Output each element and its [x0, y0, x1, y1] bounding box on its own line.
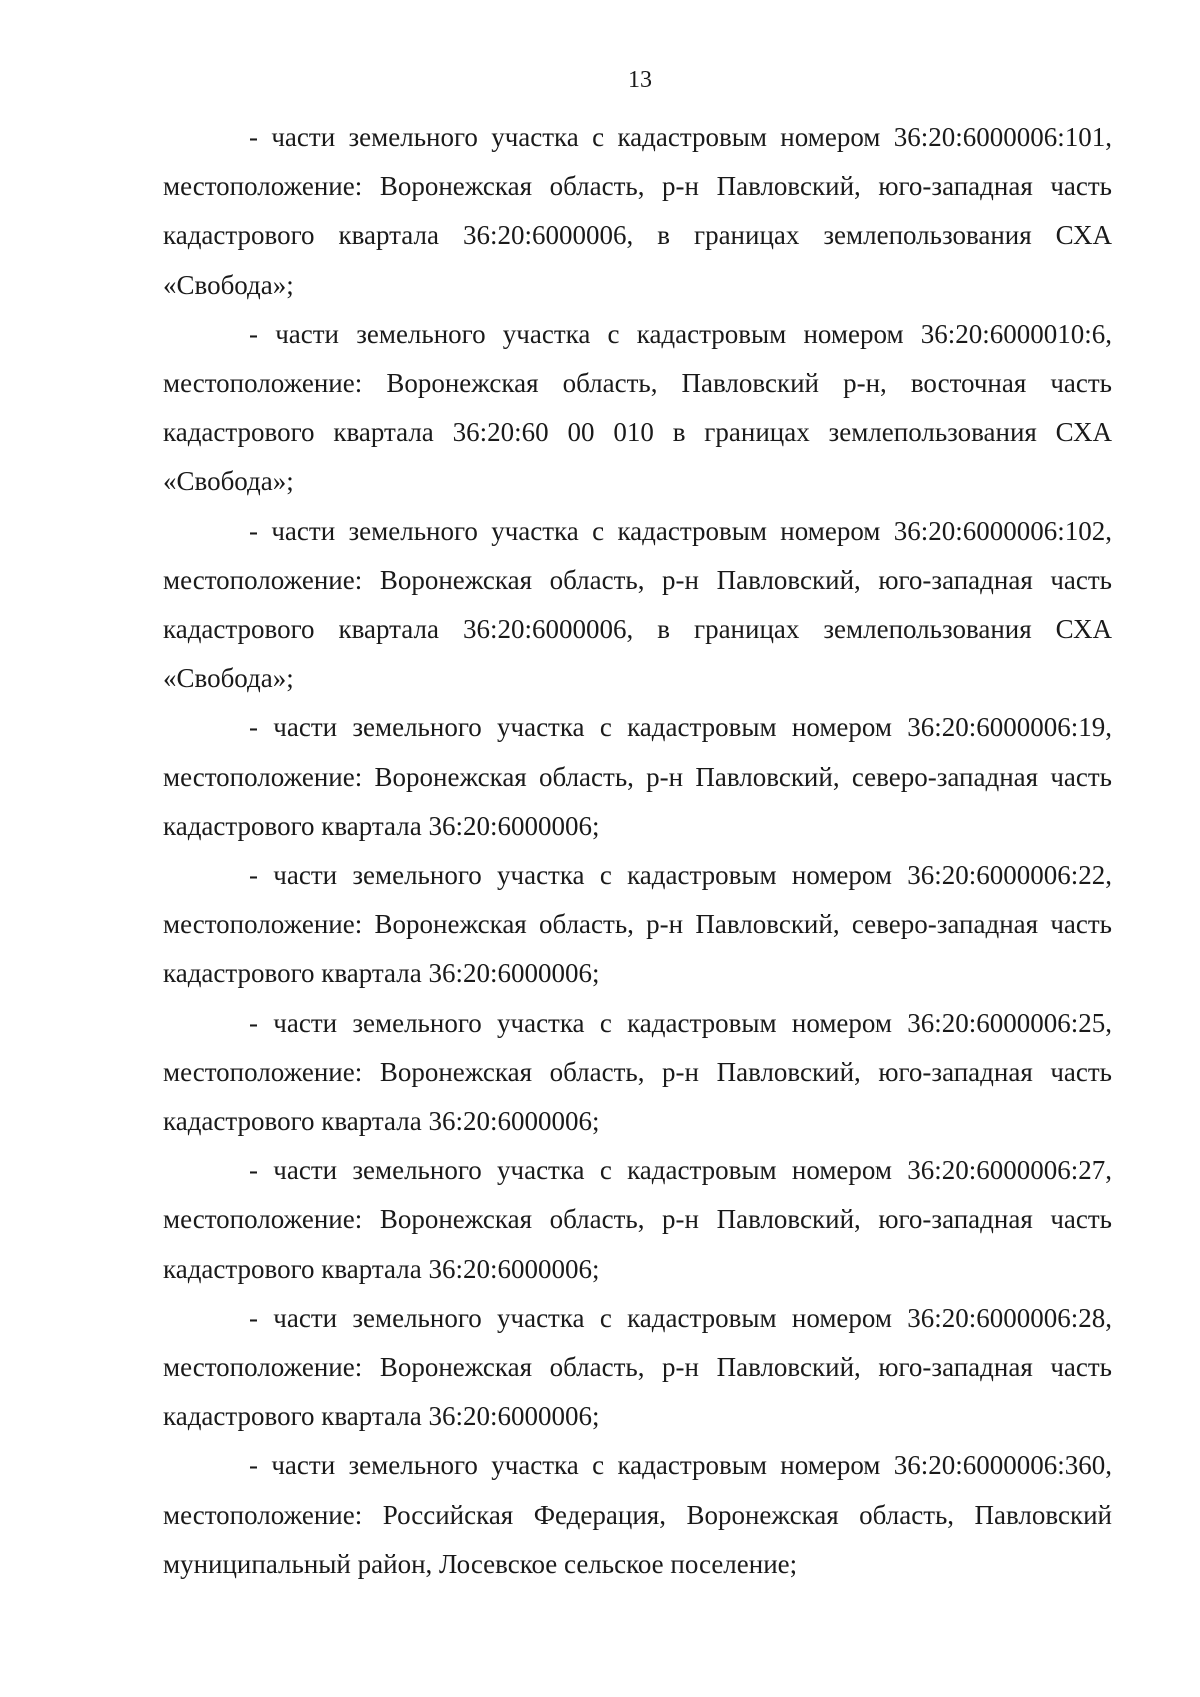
page-number: 13: [628, 67, 652, 93]
land-plot-item: - части земельного участка с кадастровым номером 36:20:6000006:28, местоположение: Воронежская область, р-н Павловский, юго-западная часть кадастрового квартала 36:20:6000006;: [163, 1302, 1112, 1432]
document-body: [163, 113, 1112, 1589]
land-plot-item: - части земельного участка с кадастровым номером 36:20:6000006:101, местоположение: Воронежская область, р-н Павловский, юго-западная часть кадастрового квартала 36:20:6000006, в границах землепользования СХА «Свобода»;: [163, 122, 1112, 300]
land-plot-item: - части земельного участка с кадастровым номером 36:20:6000010:6, местоположение: Воронежская область, Павловский р-н, восточная часть кадастрового квартала 36:20:60 00 010 в границах землепользования СХА «Свобода»;: [163, 318, 1112, 497]
land-plot-item: - части земельного участка с кадастровым номером 36:20:6000006:102, местоположение: Воронежская область, р-н Павловский, юго-западная часть кадастрового квартала 36:20:6000006, в границах землепользования СХА «Свобода»;: [163, 515, 1112, 694]
land-plot-item: - части земельного участка с кадастровым номером 36:20:6000006:22, местоположение: Воронежская область, р-н Павловский, северо-западная часть кадастрового квартала 36:20:6000006;: [163, 860, 1112, 989]
land-plot-item: - части земельного участка с кадастровым номером 36:20:6000006:360, местоположение: Российская Федерация, Воронежская область, Павловский муниципальный район, Лосевское сельское поселение;: [163, 1450, 1112, 1579]
land-plot-item: - части земельного участка с кадастровым номером 36:20:6000006:25, местоположение: Воронежская область, р-н Павловский, юго-западная часть кадастрового квартала 36:20:6000006;: [163, 1007, 1112, 1137]
land-plot-item: - части земельного участка с кадастровым номером 36:20:6000006:27, местоположение: Воронежская область, р-н Павловский, юго-западная часть кадастрового квартала 36:20:6000006;: [163, 1155, 1112, 1284]
land-plot-item: - части земельного участка с кадастровым номером 36:20:6000006:19, местоположение: Воронежская область, р-н Павловский, северо-западная часть кадастрового квартала 36:20:6000006;: [163, 712, 1112, 841]
